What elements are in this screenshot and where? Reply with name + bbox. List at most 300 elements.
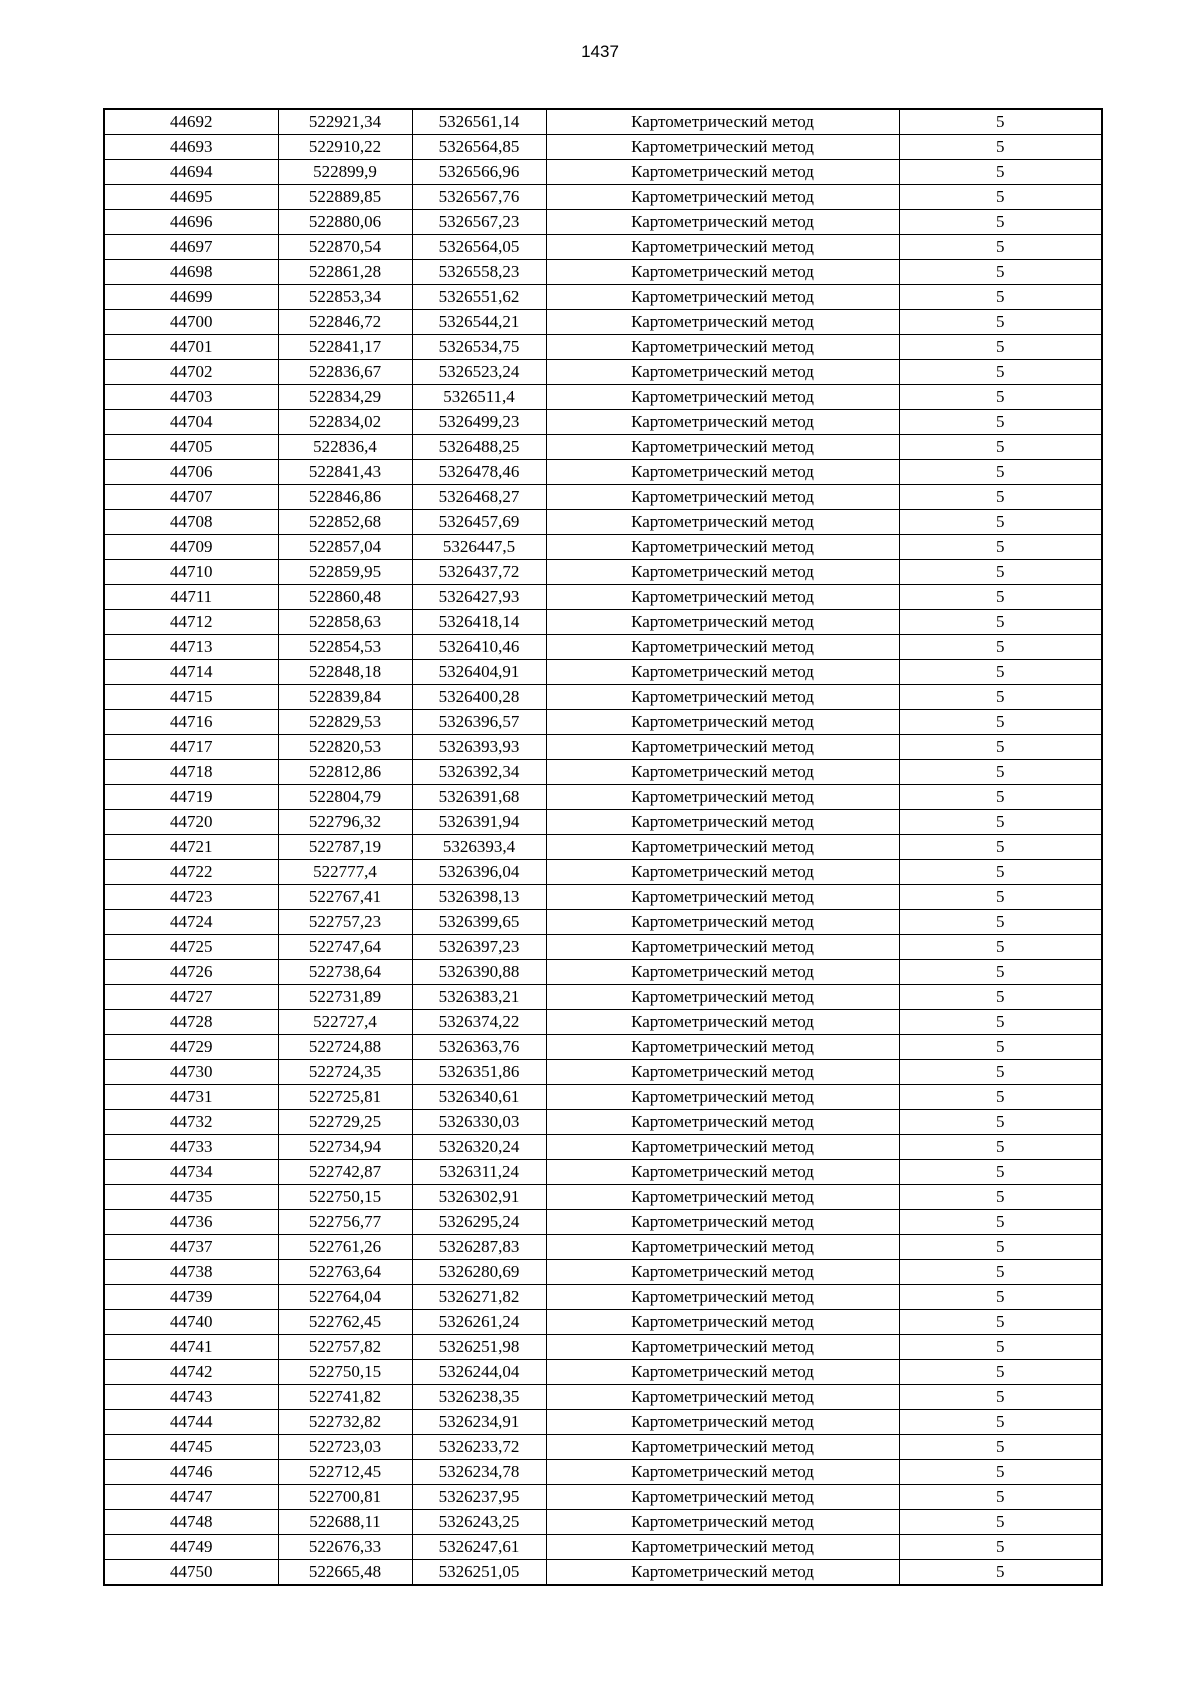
x-coordinate-cell: 522852,68: [278, 510, 412, 535]
accuracy-cell: 5: [899, 635, 1102, 660]
y-coordinate-cell: 5326330,03: [412, 1110, 546, 1135]
accuracy-cell: 5: [899, 335, 1102, 360]
accuracy-cell: 5: [899, 360, 1102, 385]
point-number-cell: 44695: [104, 185, 278, 210]
y-coordinate-cell: 5326393,4: [412, 835, 546, 860]
x-coordinate-cell: 522870,54: [278, 235, 412, 260]
method-cell: Картометрический метод: [546, 560, 899, 585]
point-number-cell: 44735: [104, 1185, 278, 1210]
method-cell: Картометрический метод: [546, 860, 899, 885]
x-coordinate-cell: 522834,29: [278, 385, 412, 410]
accuracy-cell: 5: [899, 860, 1102, 885]
point-number-cell: 44739: [104, 1285, 278, 1310]
accuracy-cell: 5: [899, 960, 1102, 985]
y-coordinate-cell: 5326302,91: [412, 1185, 546, 1210]
y-coordinate-cell: 5326244,04: [412, 1360, 546, 1385]
point-number-cell: 44699: [104, 285, 278, 310]
accuracy-cell: 5: [899, 1060, 1102, 1085]
method-cell: Картометрический метод: [546, 910, 899, 935]
y-coordinate-cell: 5326567,76: [412, 185, 546, 210]
table-row: [104, 585, 1102, 610]
point-number-cell: 44742: [104, 1360, 278, 1385]
point-number-cell: 44706: [104, 460, 278, 485]
table-row: [104, 1260, 1102, 1285]
table-row: [104, 109, 1102, 135]
accuracy-cell: 5: [899, 1135, 1102, 1160]
method-cell: Картометрический метод: [546, 1535, 899, 1560]
point-number-cell: 44707: [104, 485, 278, 510]
accuracy-cell: 5: [899, 1535, 1102, 1560]
x-coordinate-cell: 522861,28: [278, 260, 412, 285]
table-row: [104, 635, 1102, 660]
x-coordinate-cell: 522859,95: [278, 560, 412, 585]
y-coordinate-cell: 5326418,14: [412, 610, 546, 635]
accuracy-cell: 5: [899, 1385, 1102, 1410]
y-coordinate-cell: 5326251,98: [412, 1335, 546, 1360]
x-coordinate-cell: 522854,53: [278, 635, 412, 660]
accuracy-cell: 5: [899, 1360, 1102, 1385]
accuracy-cell: 5: [899, 760, 1102, 785]
table-row: [104, 335, 1102, 360]
table-row: [104, 610, 1102, 635]
y-coordinate-cell: 5326488,25: [412, 435, 546, 460]
y-coordinate-cell: 5326287,83: [412, 1235, 546, 1260]
x-coordinate-cell: 522820,53: [278, 735, 412, 760]
point-number-cell: 44747: [104, 1485, 278, 1510]
accuracy-cell: 5: [899, 1085, 1102, 1110]
method-cell: Картометрический метод: [546, 535, 899, 560]
table-row: [104, 385, 1102, 410]
method-cell: Картометрический метод: [546, 260, 899, 285]
method-cell: Картометрический метод: [546, 1560, 899, 1586]
method-cell: Картометрический метод: [546, 1035, 899, 1060]
y-coordinate-cell: 5326468,27: [412, 485, 546, 510]
table-row: [104, 510, 1102, 535]
table-row: [104, 785, 1102, 810]
x-coordinate-cell: 522812,86: [278, 760, 412, 785]
method-cell: Картометрический метод: [546, 1160, 899, 1185]
table-row: [104, 1485, 1102, 1510]
method-cell: Картометрический метод: [546, 985, 899, 1010]
accuracy-cell: 5: [899, 385, 1102, 410]
method-cell: Картометрический метод: [546, 210, 899, 235]
method-cell: Картометрический метод: [546, 1410, 899, 1435]
table-row: [104, 1560, 1102, 1586]
table-row: [104, 735, 1102, 760]
x-coordinate-cell: 522732,82: [278, 1410, 412, 1435]
x-coordinate-cell: 522848,18: [278, 660, 412, 685]
accuracy-cell: 5: [899, 1335, 1102, 1360]
table-row: [104, 560, 1102, 585]
point-number-cell: 44746: [104, 1460, 278, 1485]
y-coordinate-cell: 5326233,72: [412, 1435, 546, 1460]
y-coordinate-cell: 5326391,94: [412, 810, 546, 835]
method-cell: Картометрический метод: [546, 660, 899, 685]
coordinates-table: [103, 108, 1103, 1586]
point-number-cell: 44715: [104, 685, 278, 710]
y-coordinate-cell: 5326311,24: [412, 1160, 546, 1185]
x-coordinate-cell: 522750,15: [278, 1185, 412, 1210]
y-coordinate-cell: 5326398,13: [412, 885, 546, 910]
accuracy-cell: 5: [899, 260, 1102, 285]
table-row: [104, 1185, 1102, 1210]
accuracy-cell: 5: [899, 210, 1102, 235]
y-coordinate-cell: 5326558,23: [412, 260, 546, 285]
y-coordinate-cell: 5326238,35: [412, 1385, 546, 1410]
method-cell: Картометрический метод: [546, 760, 899, 785]
table-row: [104, 660, 1102, 685]
accuracy-cell: 5: [899, 610, 1102, 635]
y-coordinate-cell: 5326478,46: [412, 460, 546, 485]
method-cell: Картометрический метод: [546, 185, 899, 210]
point-number-cell: 44722: [104, 860, 278, 885]
point-number-cell: 44696: [104, 210, 278, 235]
y-coordinate-cell: 5326247,61: [412, 1535, 546, 1560]
point-number-cell: 44694: [104, 160, 278, 185]
x-coordinate-cell: 522846,72: [278, 310, 412, 335]
y-coordinate-cell: 5326499,23: [412, 410, 546, 435]
accuracy-cell: 5: [899, 785, 1102, 810]
y-coordinate-cell: 5326523,24: [412, 360, 546, 385]
y-coordinate-cell: 5326393,93: [412, 735, 546, 760]
point-number-cell: 44737: [104, 1235, 278, 1260]
table-row: [104, 485, 1102, 510]
point-number-cell: 44744: [104, 1410, 278, 1435]
y-coordinate-cell: 5326400,28: [412, 685, 546, 710]
y-coordinate-cell: 5326396,57: [412, 710, 546, 735]
accuracy-cell: 5: [899, 810, 1102, 835]
x-coordinate-cell: 522729,25: [278, 1110, 412, 1135]
accuracy-cell: 5: [899, 910, 1102, 935]
y-coordinate-cell: 5326396,04: [412, 860, 546, 885]
accuracy-cell: 5: [899, 285, 1102, 310]
y-coordinate-cell: 5326383,21: [412, 985, 546, 1010]
point-number-cell: 44736: [104, 1210, 278, 1235]
x-coordinate-cell: 522853,34: [278, 285, 412, 310]
y-coordinate-cell: 5326271,82: [412, 1285, 546, 1310]
y-coordinate-cell: 5326251,05: [412, 1560, 546, 1586]
accuracy-cell: 5: [899, 1285, 1102, 1310]
method-cell: Картометрический метод: [546, 360, 899, 385]
table-row: [104, 1435, 1102, 1460]
y-coordinate-cell: 5326551,62: [412, 285, 546, 310]
method-cell: Картометрический метод: [546, 1435, 899, 1460]
table-row: [104, 1135, 1102, 1160]
y-coordinate-cell: 5326437,72: [412, 560, 546, 585]
coordinates-table-body: [104, 109, 1102, 1585]
point-number-cell: 44738: [104, 1260, 278, 1285]
y-coordinate-cell: 5326566,96: [412, 160, 546, 185]
table-row: [104, 135, 1102, 160]
point-number-cell: 44709: [104, 535, 278, 560]
x-coordinate-cell: 522700,81: [278, 1485, 412, 1510]
point-number-cell: 44718: [104, 760, 278, 785]
accuracy-cell: 5: [899, 1310, 1102, 1335]
method-cell: Картометрический метод: [546, 1260, 899, 1285]
table-row: [104, 1160, 1102, 1185]
method-cell: Картометрический метод: [546, 1335, 899, 1360]
x-coordinate-cell: 522742,87: [278, 1160, 412, 1185]
method-cell: Картометрический метод: [546, 835, 899, 860]
table-row: [104, 160, 1102, 185]
x-coordinate-cell: 522836,67: [278, 360, 412, 385]
table-row: [104, 810, 1102, 835]
accuracy-cell: 5: [899, 185, 1102, 210]
point-number-cell: 44698: [104, 260, 278, 285]
accuracy-cell: 5: [899, 160, 1102, 185]
table-row: [104, 860, 1102, 885]
x-coordinate-cell: 522757,23: [278, 910, 412, 935]
method-cell: Картометрический метод: [546, 710, 899, 735]
x-coordinate-cell: 522741,82: [278, 1385, 412, 1410]
table-row: [104, 1035, 1102, 1060]
table-row: [104, 1060, 1102, 1085]
accuracy-cell: 5: [899, 435, 1102, 460]
x-coordinate-cell: 522841,43: [278, 460, 412, 485]
table-row: [104, 1285, 1102, 1310]
point-number-cell: 44734: [104, 1160, 278, 1185]
y-coordinate-cell: 5326391,68: [412, 785, 546, 810]
table-row: [104, 1385, 1102, 1410]
accuracy-cell: 5: [899, 485, 1102, 510]
x-coordinate-cell: 522889,85: [278, 185, 412, 210]
x-coordinate-cell: 522787,19: [278, 835, 412, 860]
table-row: [104, 1410, 1102, 1435]
table-row: [104, 235, 1102, 260]
table-row: [104, 285, 1102, 310]
point-number-cell: 44731: [104, 1085, 278, 1110]
table-row: [104, 935, 1102, 960]
method-cell: Картометрический метод: [546, 1235, 899, 1260]
accuracy-cell: 5: [899, 1410, 1102, 1435]
y-coordinate-cell: 5326399,65: [412, 910, 546, 935]
x-coordinate-cell: 522841,17: [278, 335, 412, 360]
y-coordinate-cell: 5326374,22: [412, 1010, 546, 1035]
point-number-cell: 44713: [104, 635, 278, 660]
y-coordinate-cell: 5326351,86: [412, 1060, 546, 1085]
table-row: [104, 185, 1102, 210]
method-cell: Картометрический метод: [546, 385, 899, 410]
method-cell: Картометрический метод: [546, 935, 899, 960]
table-row: [104, 360, 1102, 385]
method-cell: Картометрический метод: [546, 785, 899, 810]
x-coordinate-cell: 522804,79: [278, 785, 412, 810]
point-number-cell: 44729: [104, 1035, 278, 1060]
method-cell: Картометрический метод: [546, 485, 899, 510]
method-cell: Картометрический метод: [546, 1110, 899, 1135]
table-row: [104, 910, 1102, 935]
method-cell: Картометрический метод: [546, 735, 899, 760]
y-coordinate-cell: 5326564,85: [412, 135, 546, 160]
x-coordinate-cell: 522756,77: [278, 1210, 412, 1235]
method-cell: Картометрический метод: [546, 1485, 899, 1510]
table-row: [104, 1210, 1102, 1235]
point-number-cell: 44728: [104, 1010, 278, 1035]
table-row: [104, 710, 1102, 735]
y-coordinate-cell: 5326564,05: [412, 235, 546, 260]
point-number-cell: 44725: [104, 935, 278, 960]
method-cell: Картометрический метод: [546, 285, 899, 310]
table-row: [104, 535, 1102, 560]
x-coordinate-cell: 522764,04: [278, 1285, 412, 1310]
table-row: [104, 1535, 1102, 1560]
table-row: [104, 1460, 1102, 1485]
method-cell: Картометрический метод: [546, 1285, 899, 1310]
method-cell: Картометрический метод: [546, 109, 899, 135]
table-row: [104, 1235, 1102, 1260]
method-cell: Картометрический метод: [546, 885, 899, 910]
point-number-cell: 44732: [104, 1110, 278, 1135]
x-coordinate-cell: 522757,82: [278, 1335, 412, 1360]
point-number-cell: 44720: [104, 810, 278, 835]
point-number-cell: 44741: [104, 1335, 278, 1360]
point-number-cell: 44727: [104, 985, 278, 1010]
point-number-cell: 44708: [104, 510, 278, 535]
table-row: [104, 435, 1102, 460]
x-coordinate-cell: 522762,45: [278, 1310, 412, 1335]
accuracy-cell: 5: [899, 1235, 1102, 1260]
x-coordinate-cell: 522839,84: [278, 685, 412, 710]
point-number-cell: 44730: [104, 1060, 278, 1085]
point-number-cell: 44692: [104, 109, 278, 135]
point-number-cell: 44745: [104, 1435, 278, 1460]
point-number-cell: 44711: [104, 585, 278, 610]
accuracy-cell: 5: [899, 535, 1102, 560]
table-row: [104, 1335, 1102, 1360]
x-coordinate-cell: 522750,15: [278, 1360, 412, 1385]
x-coordinate-cell: 522829,53: [278, 710, 412, 735]
x-coordinate-cell: 522738,64: [278, 960, 412, 985]
accuracy-cell: 5: [899, 1460, 1102, 1485]
point-number-cell: 44724: [104, 910, 278, 935]
point-number-cell: 44740: [104, 1310, 278, 1335]
point-number-cell: 44717: [104, 735, 278, 760]
x-coordinate-cell: 522777,4: [278, 860, 412, 885]
point-number-cell: 44716: [104, 710, 278, 735]
method-cell: Картометрический метод: [546, 1510, 899, 1535]
accuracy-cell: 5: [899, 985, 1102, 1010]
accuracy-cell: 5: [899, 109, 1102, 135]
accuracy-cell: 5: [899, 1010, 1102, 1035]
point-number-cell: 44750: [104, 1560, 278, 1586]
method-cell: Картометрический метод: [546, 160, 899, 185]
y-coordinate-cell: 5326397,23: [412, 935, 546, 960]
table-row: [104, 1360, 1102, 1385]
x-coordinate-cell: 522763,64: [278, 1260, 412, 1285]
accuracy-cell: 5: [899, 935, 1102, 960]
point-number-cell: 44700: [104, 310, 278, 335]
table-row: [104, 835, 1102, 860]
y-coordinate-cell: 5326392,34: [412, 760, 546, 785]
x-coordinate-cell: 522734,94: [278, 1135, 412, 1160]
point-number-cell: 44697: [104, 235, 278, 260]
method-cell: Картометрический метод: [546, 635, 899, 660]
accuracy-cell: 5: [899, 1185, 1102, 1210]
table-row: [104, 760, 1102, 785]
accuracy-cell: 5: [899, 1110, 1102, 1135]
y-coordinate-cell: 5326427,93: [412, 585, 546, 610]
method-cell: Картометрический метод: [546, 610, 899, 635]
x-coordinate-cell: 522767,41: [278, 885, 412, 910]
x-coordinate-cell: 522857,04: [278, 535, 412, 560]
accuracy-cell: 5: [899, 510, 1102, 535]
x-coordinate-cell: 522724,88: [278, 1035, 412, 1060]
accuracy-cell: 5: [899, 710, 1102, 735]
y-coordinate-cell: 5326404,91: [412, 660, 546, 685]
y-coordinate-cell: 5326295,24: [412, 1210, 546, 1235]
method-cell: Картометрический метод: [546, 435, 899, 460]
x-coordinate-cell: 522747,64: [278, 935, 412, 960]
point-number-cell: 44743: [104, 1385, 278, 1410]
x-coordinate-cell: 522880,06: [278, 210, 412, 235]
page-number: 1437: [581, 42, 619, 61]
accuracy-cell: 5: [899, 310, 1102, 335]
point-number-cell: 44701: [104, 335, 278, 360]
method-cell: Картометрический метод: [546, 1360, 899, 1385]
method-cell: Картометрический метод: [546, 810, 899, 835]
x-coordinate-cell: 522665,48: [278, 1560, 412, 1586]
y-coordinate-cell: 5326390,88: [412, 960, 546, 985]
table-row: [104, 1110, 1102, 1135]
table-row: [104, 210, 1102, 235]
x-coordinate-cell: 522727,4: [278, 1010, 412, 1035]
table-row: [104, 310, 1102, 335]
x-coordinate-cell: 522899,9: [278, 160, 412, 185]
x-coordinate-cell: 522860,48: [278, 585, 412, 610]
y-coordinate-cell: 5326567,23: [412, 210, 546, 235]
method-cell: Картометрический метод: [546, 1460, 899, 1485]
accuracy-cell: 5: [899, 235, 1102, 260]
table-row: [104, 985, 1102, 1010]
y-coordinate-cell: 5326237,95: [412, 1485, 546, 1510]
y-coordinate-cell: 5326544,21: [412, 310, 546, 335]
point-number-cell: 44693: [104, 135, 278, 160]
x-coordinate-cell: 522725,81: [278, 1085, 412, 1110]
y-coordinate-cell: 5326320,24: [412, 1135, 546, 1160]
method-cell: Картометрический метод: [546, 410, 899, 435]
method-cell: Картометрический метод: [546, 510, 899, 535]
method-cell: Картометрический метод: [546, 1010, 899, 1035]
point-number-cell: 44704: [104, 410, 278, 435]
x-coordinate-cell: 522846,86: [278, 485, 412, 510]
x-coordinate-cell: 522921,34: [278, 109, 412, 135]
table-row: [104, 685, 1102, 710]
y-coordinate-cell: 5326280,69: [412, 1260, 546, 1285]
x-coordinate-cell: 522834,02: [278, 410, 412, 435]
point-number-cell: 44721: [104, 835, 278, 860]
table-row: [104, 960, 1102, 985]
method-cell: Картометрический метод: [546, 1210, 899, 1235]
y-coordinate-cell: 5326234,91: [412, 1410, 546, 1435]
method-cell: Картометрический метод: [546, 310, 899, 335]
method-cell: Картометрический метод: [546, 235, 899, 260]
accuracy-cell: 5: [899, 1435, 1102, 1460]
accuracy-cell: 5: [899, 585, 1102, 610]
point-number-cell: 44714: [104, 660, 278, 685]
table-row: [104, 885, 1102, 910]
method-cell: Картометрический метод: [546, 1385, 899, 1410]
x-coordinate-cell: 522723,03: [278, 1435, 412, 1460]
accuracy-cell: 5: [899, 560, 1102, 585]
point-number-cell: 44702: [104, 360, 278, 385]
x-coordinate-cell: 522688,11: [278, 1510, 412, 1535]
point-number-cell: 44723: [104, 885, 278, 910]
accuracy-cell: 5: [899, 1035, 1102, 1060]
x-coordinate-cell: 522761,26: [278, 1235, 412, 1260]
method-cell: Картометрический метод: [546, 1135, 899, 1160]
method-cell: Картометрический метод: [546, 1185, 899, 1210]
y-coordinate-cell: 5326410,46: [412, 635, 546, 660]
